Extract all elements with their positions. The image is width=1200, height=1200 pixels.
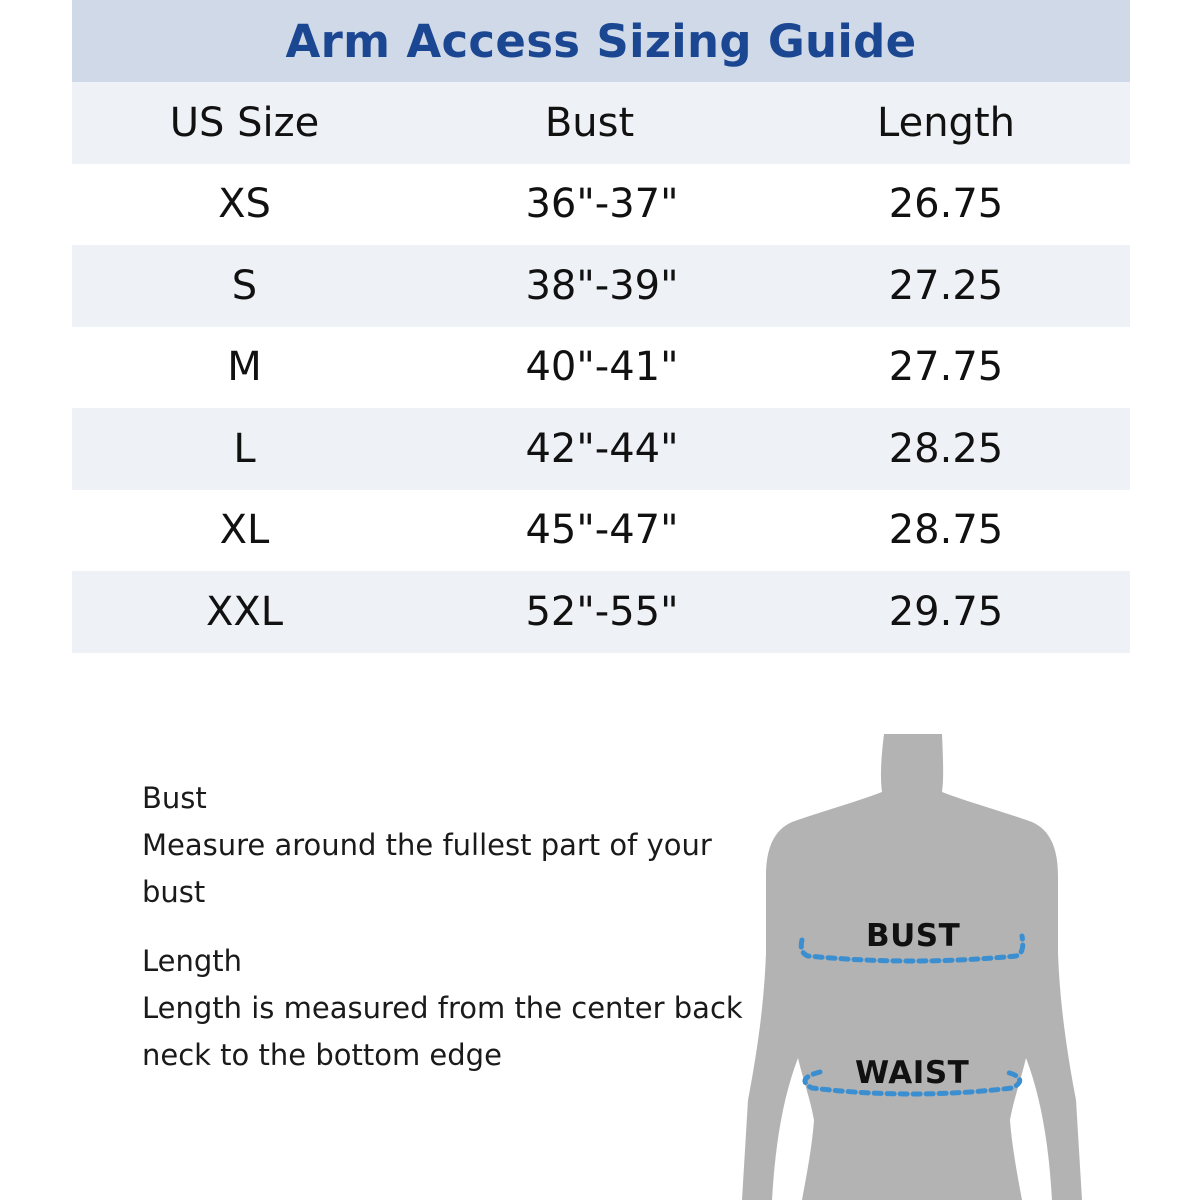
table-row [72,490,1130,572]
length-cell: 27.25 [888,262,1004,309]
bust-cell: 38"-39" [525,262,679,309]
size-cell: XXL [205,588,284,635]
table-row [72,245,1130,327]
page-title: Arm Access Sizing Guide [285,14,917,68]
table-row [72,408,1130,490]
length-instruction-heading: Length [142,944,243,978]
length-instruction [142,938,762,1079]
bust-cell: 36"-37" [525,181,679,228]
body-measurement-figure [742,728,1082,1200]
size-cell: M [227,344,262,391]
measurement-instructions [142,775,762,1079]
torso-silhouette-icon [742,728,1082,1200]
length-cell: 28.75 [888,507,1004,554]
bust-label: BUST [866,918,961,954]
column-header-us-size: US Size [169,99,320,146]
table-row [72,327,1130,409]
bust-instruction-heading: Bust [142,781,207,815]
length-cell: 29.75 [888,588,1004,635]
length-cell: 27.75 [888,344,1004,391]
length-cell: 28.25 [888,425,1004,472]
bust-cell: 52"-55" [525,588,679,635]
bust-cell: 42"-44" [525,425,679,472]
size-table [72,82,1130,653]
column-header-bust: Bust [544,99,635,146]
length-cell: 26.75 [888,181,1004,228]
title-bar [72,0,1130,82]
column-header-length: Length [877,99,1015,146]
table-row [72,571,1130,653]
size-chart [72,0,1130,653]
size-cell: XS [218,181,271,228]
bust-instruction [142,775,762,916]
table-row [72,164,1130,246]
bust-cell: 45"-47" [525,507,679,554]
size-cell: S [231,262,258,309]
bust-instruction-text: Measure around the fullest part of your bust [142,828,712,909]
waist-label: WAIST [855,1055,970,1091]
size-cell: XL [219,507,270,554]
size-cell: L [233,425,256,472]
torso-shape [742,734,1082,1200]
bust-cell: 40"-41" [525,344,679,391]
table-header-row [72,82,1130,164]
length-instruction-text: Length is measured from the center back neck to the bottom edge [142,991,743,1072]
